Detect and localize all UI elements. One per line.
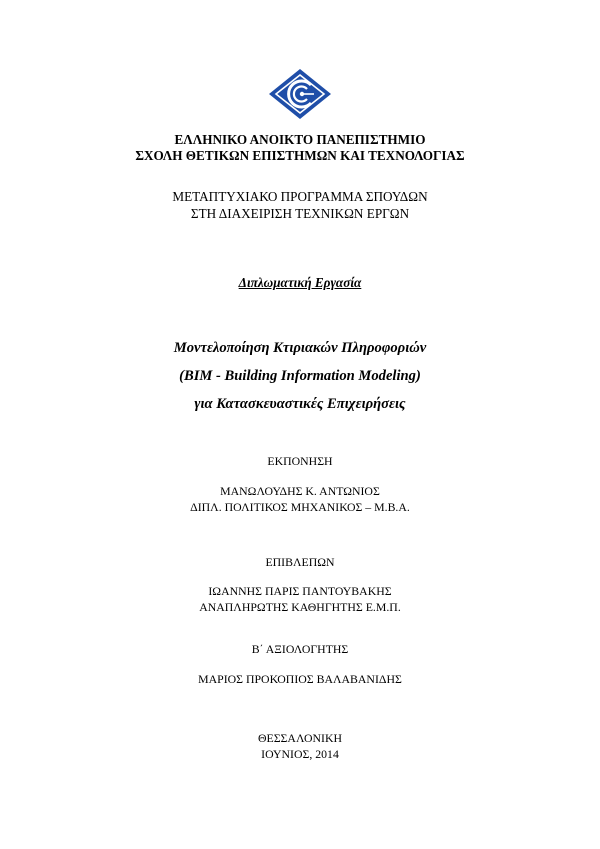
program-line-2: ΣΤΗ ΔΙΑΧΕΙΡΙΣΗ ΤΕΧΝΙΚΩΝ ΕΡΓΩΝ [190, 206, 410, 221]
evaluator-name: ΜΑΡΙΟΣ ΠΡΟΚΟΠΙΟΣ ΒΑΛΑΒΑΝΙΔΗΣ [198, 672, 402, 686]
title-line-3: για Κατασκευαστικές Επιχειρήσεις [194, 396, 406, 412]
university-name: ΕΛΛΗΝΙΚΟ ΑΝΟΙΚΤΟ ΠΑΝΕΠΙΣΤΗΜΙΟ [174, 132, 426, 147]
supervisor-title: ΑΝΑΠΛΗΡΩΤΗΣ ΚΑΘΗΓΗΤΗΣ Ε.Μ.Π. [199, 600, 401, 614]
city: ΘΕΣΣΑΛΟΝΙΚΗ [257, 731, 343, 745]
date: ΙΟΥΝΙΟΣ, 2014 [261, 747, 339, 761]
program-line-1: ΜΕΤΑΠΤΥΧΙΑΚΟ ΠΡΟΓΡΑΜΜΑ ΣΠΟΥΔΩΝ [172, 189, 428, 204]
author-label: ΕΚΠΟΝΗΣΗ [267, 454, 333, 468]
evaluator-label: Β΄ ΑΞΙΟΛΟΓΗΤΗΣ [251, 642, 349, 656]
title-line-1: Μοντελοποίηση Κτιριακών Πληροφοριών [173, 340, 427, 356]
school-name: ΣΧΟΛΗ ΘΕΤΙΚΩΝ ΕΠΙΣΤΗΜΩΝ ΚΑΙ ΤΕΧΝΟΛΟΓΙΑΣ [135, 148, 465, 163]
university-logo [268, 68, 332, 120]
supervisor-label: ΕΠΙΒΛΕΠΩΝ [265, 555, 335, 569]
author-title: ΔΙΠΛ. ΠΟΛΙΤΙΚΟΣ ΜΗΧΑΝΙΚΟΣ – Μ.Β.Α. [190, 500, 410, 514]
author-name: ΜΑΝΩΛΟΥΔΗΣ Κ. ΑΝΤΩΝΙΟΣ [220, 484, 380, 498]
thesis-type: Διπλωματική Εργασία [238, 275, 362, 290]
title-line-2: (BIM - Building Information Modeling) [179, 368, 421, 384]
supervisor-name: ΙΩΑΝΝΗΣ ΠΑΡΙΣ ΠΑΝΤΟΥΒΑΚΗΣ [208, 584, 392, 598]
